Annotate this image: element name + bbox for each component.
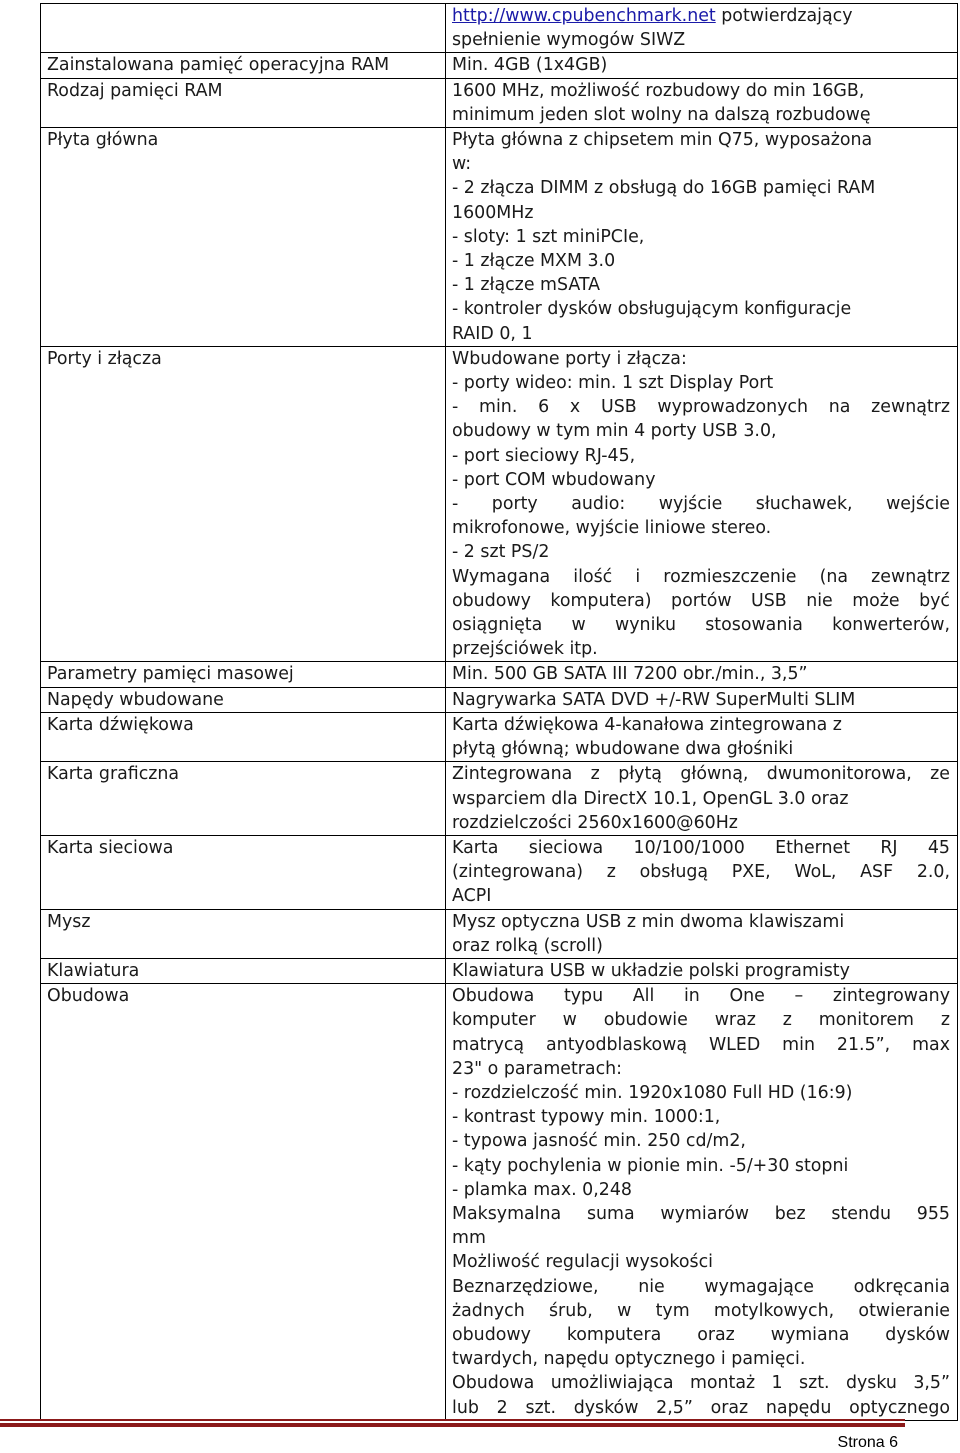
spec-row [41,662,958,687]
spec-value-line: Wbudowane porty i złącza: [452,348,687,369]
spec-label: Klawiatura [41,958,446,983]
spec-value-line: - 2 szt PS/2 [452,542,550,563]
spec-row [41,762,958,836]
spec-row [41,53,958,78]
spec-value-line: - 2 złącza DIMM z obsługą do 16GB pamięci RAM [452,178,876,199]
spec-value-line: Nagrywarka SATA DVD +/-RW SuperMulti SLIM [452,689,856,710]
spec-value-line: żadnych śrub, w tym motylkowych, otwieranie [452,1300,950,1321]
spec-label: Mysz [41,909,446,958]
benchmark-link[interactable]: http://www.cpubenchmark.net [452,6,716,26]
spec-value [446,687,958,712]
page-number: Strona 6 [837,1434,898,1451]
spec-value-line: Mysz optyczna USB z min dwoma klawiszami [452,911,845,932]
spec-value-line: komputer w obudowie wraz z monitorem z [452,1010,950,1031]
spec-value-line: - sloty: 1 szt miniPCIe, [452,226,645,247]
spec-row [41,128,958,347]
spec-row [41,4,958,53]
spec-value-line: płytą główną; wbudowane dwa głośniki [452,739,794,760]
spec-value-line: obudowy w tym min 4 porty USB 3.0, [452,421,777,442]
spec-value-line: ACPI [452,886,492,907]
spec-row [41,984,958,1421]
spec-value-line: RAID 0, 1 [452,323,533,344]
spec-value-line: Maksymalna suma wymiarów bez stendu 955 [452,1203,950,1224]
spec-row [41,712,958,761]
spec-value-line: osiągnięta w wyniku stosowania konwerterów, [452,615,950,636]
spec-value-line: Wymagana ilość i rozmieszczenie (na zewnątrz [452,566,950,587]
spec-label: Karta dźwiękowa [41,712,446,761]
spec-value-line: Obudowa umożliwiająca montaż 1 szt. dysku 3,5” [452,1373,950,1394]
spec-value-line: 1600MHz [452,202,534,223]
spec-row [41,835,958,909]
spec-value-line: oraz rolką (scroll) [452,935,603,956]
spec-value-line: minimum jeden slot wolny na dalszą rozbudowę [452,104,871,125]
spec-value-line: lub 2 szt. dysków 2,5” oraz napędu optycznego [452,1397,950,1418]
spec-value [446,712,958,761]
spec-value-line: Min. 500 GB SATA III 7200 obr./min., 3,5” [452,664,808,685]
spec-value [446,128,958,347]
spec-value-line: obudowy komputera oraz wymiana dysków [452,1324,950,1345]
spec-value-line: w: [452,154,472,175]
spec-value-line: - typowa jasność min. 250 cd/m2, [452,1131,746,1152]
spec-value-line: matrycą antyodblaskową WLED min 21.5”, max [452,1034,950,1055]
spec-value-line: Obudowa typu All in One – zintegrowany [452,986,950,1007]
spec-value-line: - kontrast typowy min. 1000:1, [452,1107,721,1128]
spec-value-line: - port COM wbudowany [452,469,656,490]
spec-value-line: - plamka max. 0,248 [452,1179,632,1200]
spec-value-text: potwierdzający [715,6,853,26]
spec-value-line: Min. 4GB (1x4GB) [452,55,608,76]
spec-value-line: - 1 złącze mSATA [452,275,601,296]
spec-value-line: - min. 6 x USB wyprowadzonych na zewnątrz [452,397,950,418]
spec-label: Porty i złącza [41,346,446,662]
spec-value-line: spełnienie wymogów SIWZ [452,30,686,51]
spec-value-line: - porty wideo: min. 1 szt Display Port [452,373,774,394]
spec-value-line: Karta dźwiękowa 4-kanałowa zintegrowana z [452,714,842,735]
spec-value-line: wsparciem dla DirectX 10.1, OpenGL 3.0 oraz [452,788,849,809]
spec-label [41,4,446,53]
spec-value-line [452,4,950,28]
spec-row [41,958,958,983]
spec-label: Karta sieciowa [41,835,446,909]
spec-label: Rodzaj pamięci RAM [41,78,446,127]
spec-row [41,78,958,127]
spec-value-line: Klawiatura USB w układzie polski programisty [452,960,850,981]
specification-table-body [41,4,958,1421]
specification-table [40,3,958,1421]
spec-value [446,909,958,958]
spec-value [446,662,958,687]
footer-rule-thin [0,1419,905,1421]
spec-value-line: - port sieciowy RJ-45, [452,445,636,466]
spec-value [446,958,958,983]
spec-value-line: - porty audio: wyjście słuchawek, wejście [452,494,950,515]
spec-value-line: 23" o parametrach: [452,1058,623,1079]
spec-label: Obudowa [41,984,446,1421]
spec-value [446,984,958,1421]
spec-value-line: (zintegrowana) z obsługą PXE, WoL, ASF 2.0, [452,862,950,883]
spec-value-line: Płyta główna z chipsetem min Q75, wyposażona [452,130,873,151]
footer-rule-thick [0,1423,905,1427]
spec-value [446,346,958,662]
spec-row [41,909,958,958]
spec-value [446,762,958,836]
spec-label: Zainstalowana pamięć operacyjna RAM [41,53,446,78]
spec-row [41,687,958,712]
spec-label: Karta graficzna [41,762,446,836]
spec-row [41,346,958,662]
spec-value [446,78,958,127]
spec-value-line: - kąty pochylenia w pionie min. -5/+30 stopni [452,1155,849,1176]
spec-value-line: Karta sieciowa 10/100/1000 Ethernet RJ 45 [452,837,950,858]
spec-value-line: obudowy komputera) portów USB nie może być [452,590,950,611]
spec-value-line: mikrofonowe, wyjście liniowe stereo. [452,518,772,539]
spec-label: Płyta główna [41,128,446,347]
spec-label: Napędy wbudowane [41,687,446,712]
spec-value-line: - kontroler dysków obsługującym konfiguracje [452,299,852,320]
spec-value-line: mm [452,1228,486,1249]
spec-value-line: Możliwość regulacji wysokości [452,1252,713,1273]
spec-value-line: 1600 MHz, możliwość rozbudowy do min 16GB, [452,80,865,101]
spec-value-line: Beznarzędziowe, nie wymagające odkręcania [452,1276,950,1297]
spec-value-line: rozdzielczości 2560x1600@60Hz [452,812,738,833]
spec-value-line: twardych, napędu optycznego i pamięci. [452,1349,806,1370]
spec-value-line: Zintegrowana z płytą główną, dwumonitorowa, ze [452,764,950,785]
spec-value [446,835,958,909]
spec-value [446,4,958,53]
spec-value-line: przejściówek itp. [452,639,598,660]
spec-value [446,53,958,78]
spec-value-line: - rozdzielczość min. 1920x1080 Full HD (16:9) [452,1082,853,1103]
spec-value-line: - 1 złącze MXM 3.0 [452,251,616,272]
spec-label: Parametry pamięci masowej [41,662,446,687]
